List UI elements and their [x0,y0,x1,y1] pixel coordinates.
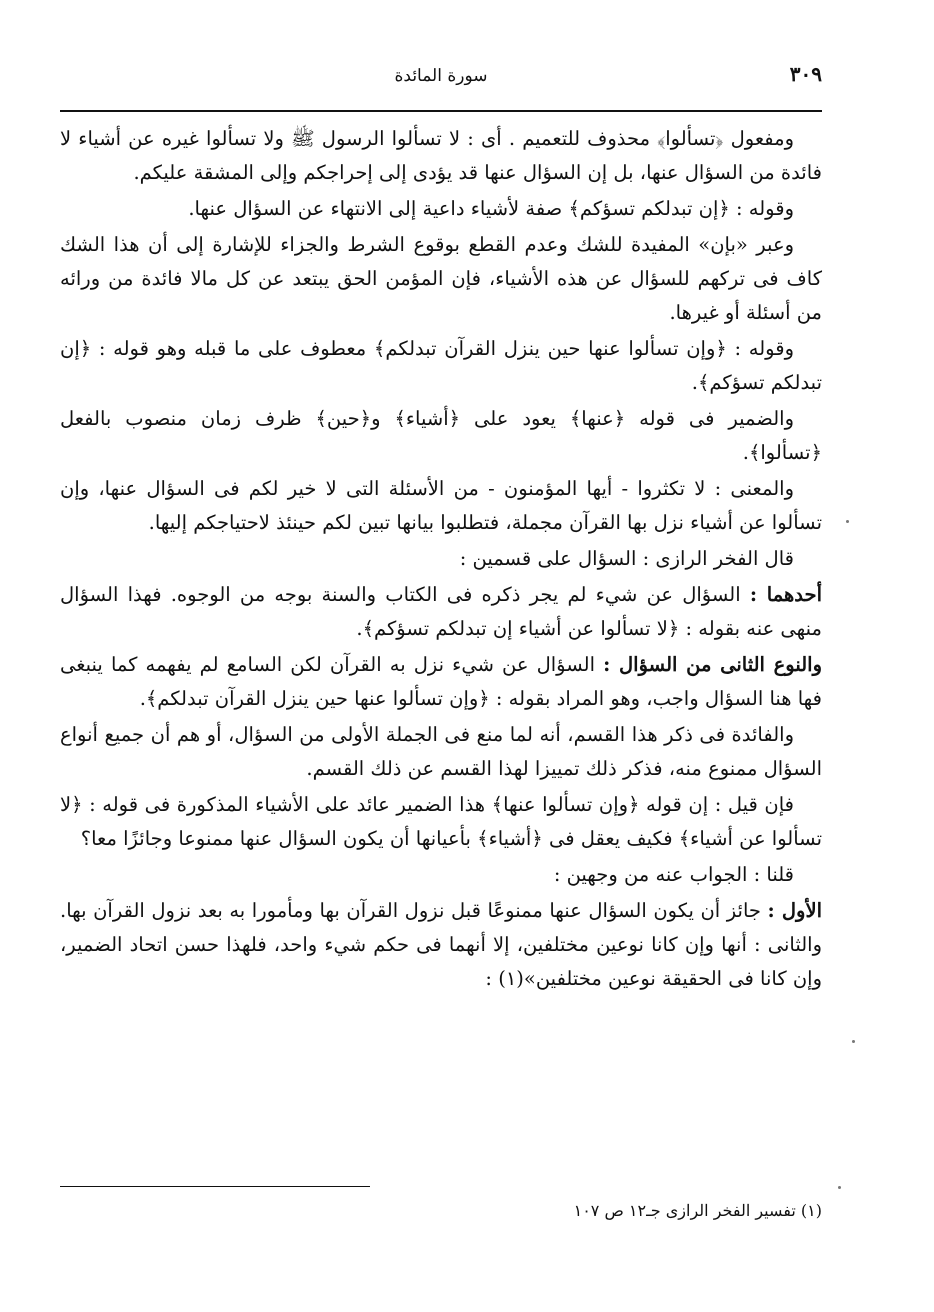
paragraph-lead: والنوع الثانى من السؤال : [603,653,823,676]
paragraph: قال الفخر الرازى : السؤال على قسمين : [459,547,794,570]
paragraph: والنوع الثانى من السؤال : السؤال عن شيء نزل به القرآن لكن السامع لم يفهمه كما ينبغى فها هنا السؤال واجب، وهو المراد بقوله : ﴿وإن تسألوا عنها حين ينزل القرآن تبدلكم﴾. [60,653,823,710]
paragraph: وقوله : ﴿إن تبدلكم تسؤكم﴾ صفة لأشياء داعية إلى الانتهاء عن السؤال عنها. [188,197,794,220]
page-number: ٣٠٩ [789,62,822,86]
paragraph: وعبر «بإن» المفيدة للشك وعدم القطع بوقوع الشرط والجزاء للإشارة إلى أن هذا الشك كاف فى تركهم للسؤال عن هذه الأشياء، فإن المؤمن الحق يبتعد عن كل مالا فائدة من ورائه من أسئلة أو غيرها. [60,233,822,324]
scan-speck [852,1040,855,1043]
body-text [60,122,822,998]
paragraph: قلنا : الجواب عنه من وجهين : [553,863,794,886]
paragraph: والضمير فى قوله ﴿عنها﴾ يعود على ﴿أشياء﴾ و﴿حين﴾ ظرف زمان منصوب بالفعل ﴿تسألوا﴾. [60,407,822,464]
paragraph-lead: الأول : [767,899,822,922]
paragraph: ومفعول ﴿تسألوا﴾ محذوف للتعميم . أى : لا تسألوا الرسول ﷺ ولا تسألوا غيره عن أشياء لا فائدة من السؤال عنها، بل إن السؤال عنها قد يؤدى إلى إحراجكم وإلى المشقة عليكم. [60,127,822,184]
surah-title: سورة المائدة [394,66,488,86]
paragraph: فإن قيل : إن قوله ﴿وإن تسألوا عنها﴾ هذا الضمير عائد على الأشياء المذكورة فى قوله : ﴿لا تسألوا عن أشياء﴾ فكيف يعقل فى ﴿أشياء﴾ بأعيانها أن يكون السؤال عنها ممنوعا وجائزًا معا؟ [60,793,822,850]
scan-speck [838,1186,841,1189]
paragraph: والمعنى : لا تكثروا - أيها المؤمنون - من الأسئلة التى لا خير لكم فى السؤال عنها، وإن تسألوا عن أشياء نزل بها القرآن مجملة، فتطلبوا بيانها تبين لكم حينئذ لاحتياجكم إليها. [60,477,822,534]
book-page [60,58,823,1220]
header-rule [60,110,822,112]
paragraph-lead: أحدهما : [749,583,822,606]
paragraph: الأول : جائز أن يكون السؤال عنها ممنوعًا قبل نزول القرآن بها ومأمورا به بعد نزول القرآن بها. والثانى : أنها وإن كانا نوعين مختلفين، إلا أنهما فى حكم شيء واحد، فلهذا حسن اتحاد الضمير، وإن كانا فى الحقيقة نوعين مختلفين»(١) : [60,899,822,990]
footnote: (١) تفسير الفخر الرازى جـ١٢ ص ١٠٧ [573,1201,822,1220]
paragraph: أحدهما : السؤال عن شيء لم يجر ذكره فى الكتاب والسنة بوجه من الوجوه. فهذا السؤال منهى عنه بقوله : ﴿لا تسألوا عن أشياء إن تبدلكم تسؤكم﴾. [60,583,822,640]
scan-speck [846,520,849,523]
paragraph: وقوله : ﴿وإن تسألوا عنها حين ينزل القرآن تبدلكم﴾ معطوف على ما قبله وهو قوله : ﴿إن تبدلكم تسؤكم﴾. [60,337,822,394]
paragraph: والفائدة فى ذكر هذا القسم، أنه لما منع فى الجملة الأولى من السؤال، أو هم أن جميع أنواع السؤال ممنوع منه، فذكر ذلك تمييزا لهذا القسم عن ذلك القسم. [60,723,822,780]
page-header [60,58,822,102]
footnote-rule [60,1186,370,1187]
